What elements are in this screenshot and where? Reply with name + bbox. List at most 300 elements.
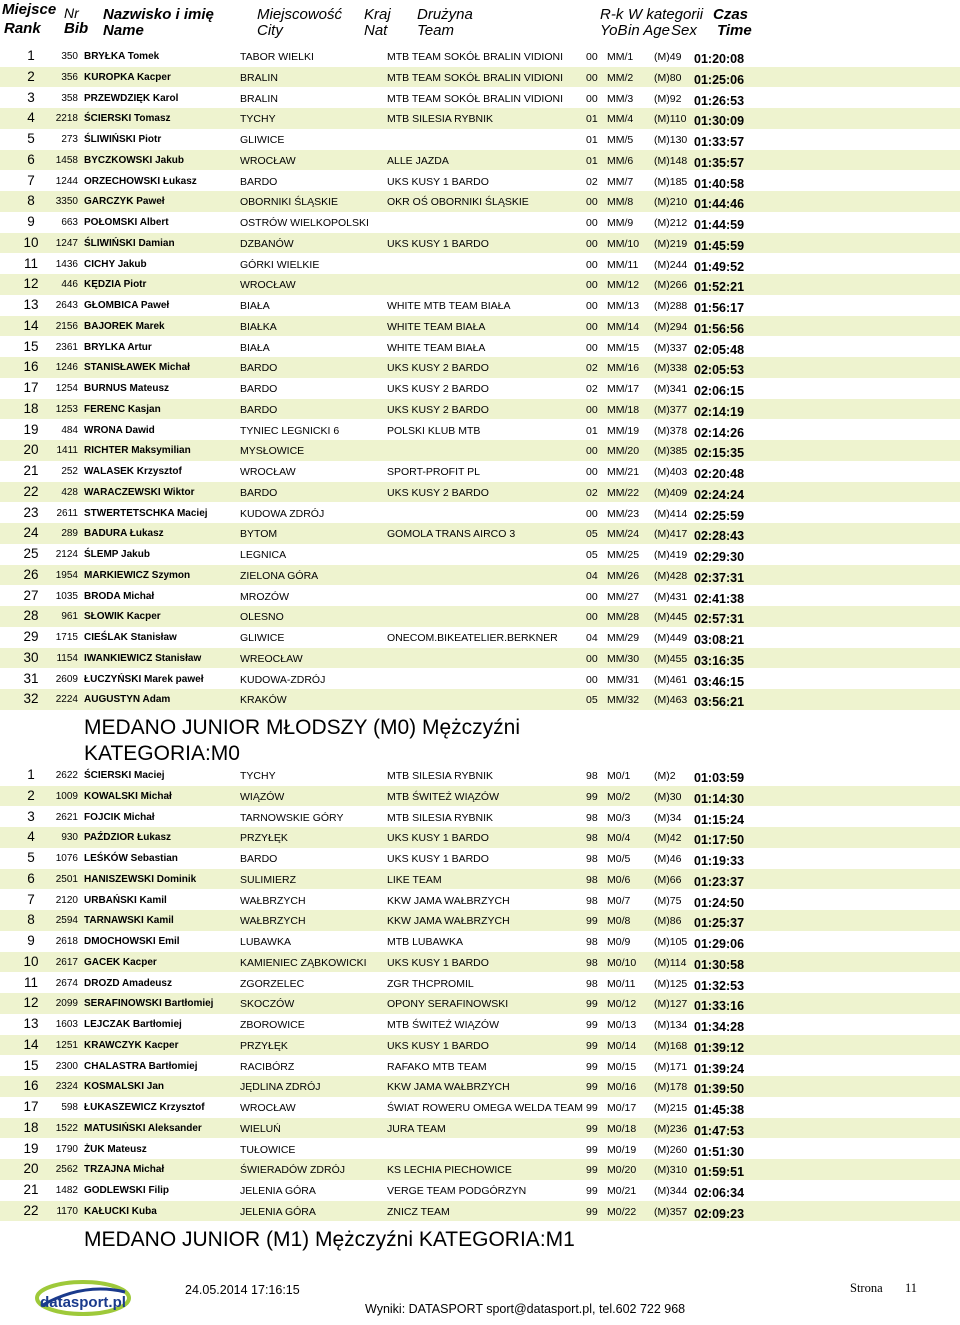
cell-cat: MM/12 [607, 279, 640, 292]
cell-rank: 15 [23, 1057, 39, 1073]
cell-city: RACIBÓRZ [240, 1060, 295, 1073]
cell-cat: M0/3 [607, 811, 631, 824]
cell-yob: 00 [586, 341, 598, 354]
cell-name: KOWALSKI Michał [84, 790, 172, 802]
cell-cat: M0/20 [607, 1164, 637, 1177]
cell-sex: (M)288 [654, 300, 688, 312]
cell-name: PAŹDZIOR Łukasz [84, 832, 172, 844]
table-row [0, 523, 960, 544]
header-city-en: City [257, 22, 283, 39]
cell-cat: M0/19 [607, 1143, 637, 1156]
cell-cat: MM/24 [607, 528, 640, 541]
cell-time: 01:47:53 [694, 1123, 745, 1138]
cell-city: TUŁOWICE [240, 1143, 296, 1156]
cell-name: KRAWCZYK Kacper [84, 1039, 179, 1051]
cell-time: 01:40:58 [694, 176, 745, 191]
cell-city: WROCŁAW [240, 279, 296, 292]
cell-time: 02:28:43 [694, 529, 745, 544]
cell-city: GLIWICE [240, 134, 285, 146]
cell-sex: (M)378 [654, 424, 688, 437]
cell-cat: M0/4 [607, 832, 631, 845]
table-row [0, 669, 960, 690]
cell-rank: 12 [23, 276, 39, 292]
cell-time: 02:06:34 [694, 1186, 745, 1200]
cell-name: WARACZEWSKI Wiktor [84, 486, 195, 498]
cell-rank: 6 [27, 151, 35, 167]
cell-city: ŚWIERADÓW ZDRÓJ [240, 1164, 345, 1177]
cell-cat: MM/16 [607, 362, 640, 375]
table-row [0, 46, 960, 67]
table-row [0, 254, 960, 275]
cell-time: 01:59:51 [694, 1165, 745, 1180]
cell-rank: 1 [27, 767, 35, 782]
cell-time: 01:14:30 [694, 791, 745, 806]
table-row [0, 88, 960, 109]
cell-city: GÓRKI WIELKIE [240, 258, 320, 271]
cell-time: 02:09:23 [694, 1206, 745, 1221]
cell-city: TABOR WIELKI [240, 51, 314, 63]
cell-rank: 15 [23, 338, 39, 354]
cell-sex: (M)337 [654, 341, 688, 354]
cell-city: KAMIENIEC ZĄBKOWICKI [240, 956, 367, 969]
cell-yob: 99 [586, 998, 598, 1011]
cell-rank: 18 [23, 400, 39, 416]
cell-bib: 1436 [55, 258, 78, 270]
cell-city: JELENIA GÓRA [240, 1185, 316, 1197]
cell-sex: (M)210 [654, 196, 688, 209]
cell-rank: 9 [27, 933, 35, 948]
cell-city: WIĄZÓW [240, 790, 285, 803]
cell-rank: 7 [27, 891, 35, 907]
table-row [0, 1180, 960, 1201]
cell-bib: 1482 [55, 1185, 78, 1196]
cell-name: ŚLIWIŃSKI Piotr [84, 134, 162, 145]
section-subtitle-m0: KATEGORIA:M0 [84, 742, 240, 765]
table-row [0, 440, 960, 461]
cell-cat: M0/13 [607, 1019, 637, 1031]
cell-rank: 20 [23, 1161, 39, 1177]
cell-team: GOMOLA TRANS AIRCO 3 [387, 528, 516, 541]
cell-time: 02:06:15 [694, 384, 745, 398]
cell-bib: 1715 [55, 632, 78, 643]
cell-yob: 00 [586, 300, 598, 312]
cell-team: OKR OŚ OBORNIKI ŚLĄSKIE [387, 196, 529, 209]
table-row [0, 931, 960, 952]
cell-time: 01:39:12 [694, 1040, 745, 1055]
cell-name: KAŁUCKI Kuba [84, 1205, 157, 1217]
cell-name: BRYLKA Artur [84, 341, 152, 353]
cell-sex: (M)338 [654, 362, 688, 375]
cell-yob: 99 [586, 1039, 598, 1052]
cell-time: 02:15:35 [694, 446, 745, 461]
cell-bib: 663 [61, 217, 78, 228]
cell-yob: 98 [586, 873, 598, 886]
cell-yob: 00 [586, 258, 598, 271]
cell-name: DMOCHOWSKI Emil [84, 936, 180, 947]
cell-time: 02:29:30 [694, 550, 745, 564]
table-row [0, 399, 960, 420]
cell-team: UKS KUSY 1 BARDO [387, 237, 489, 250]
cell-yob: 02 [586, 175, 598, 188]
cell-name: GODLEWSKI Filip [84, 1185, 169, 1196]
cell-name: BYCZKOWSKI Jakub [84, 154, 185, 166]
table-row [0, 503, 960, 524]
cell-bib: 2324 [55, 1081, 78, 1093]
cell-cat: MM/6 [607, 154, 634, 167]
cell-team: UKS KUSY 1 BARDO [387, 853, 489, 865]
cell-bib: 2674 [55, 977, 78, 989]
cell-time: 01:25:06 [694, 72, 745, 87]
cell-time: 01:26:53 [694, 93, 745, 108]
cell-yob: 99 [586, 1019, 598, 1031]
cell-rank: 17 [23, 1099, 39, 1114]
cell-time: 01:23:37 [694, 874, 745, 889]
cell-time: 01:30:58 [694, 957, 745, 972]
cell-yob: 05 [586, 694, 598, 707]
cell-name: POŁOMSKI Albert [84, 217, 169, 228]
cell-time: 01:30:09 [694, 114, 745, 129]
cell-yob: 99 [586, 1185, 598, 1197]
cell-yob: 00 [586, 196, 598, 209]
cell-rank: 13 [23, 297, 39, 312]
table-row [0, 565, 960, 586]
cell-city: WROCŁAW [240, 466, 296, 478]
cell-yob: 01 [586, 134, 598, 146]
cell-sex: (M)461 [654, 673, 688, 686]
cell-name: BRYŁKA Tomek [84, 51, 160, 62]
cell-cat: MM/7 [607, 175, 634, 188]
cell-sex: (M)455 [654, 652, 688, 665]
cell-sex: (M)445 [654, 611, 688, 624]
cell-sex: (M)463 [654, 694, 688, 707]
cell-team: OPONY SERAFINOWSKI [387, 998, 509, 1011]
cell-rank: 8 [27, 912, 35, 928]
cell-time: 02:24:24 [694, 487, 745, 502]
cell-time: 02:41:38 [694, 591, 745, 606]
header-bib-en: Bib [64, 20, 89, 37]
cell-yob: 04 [586, 632, 598, 644]
cell-rank: 29 [23, 629, 39, 644]
cell-sex: (M)105 [654, 936, 688, 948]
cell-cat: MM/14 [607, 320, 640, 333]
cell-team: KS LECHIA PIECHOWICE [387, 1164, 512, 1177]
cell-yob: 98 [586, 811, 598, 824]
cell-time: 01:25:37 [694, 916, 745, 931]
header-yob-pl: R-k [600, 6, 624, 23]
cell-name: FERENC Kasjan [84, 403, 161, 415]
cell-team: JURA TEAM [387, 1122, 446, 1135]
cell-city: MROZÓW [240, 590, 289, 603]
cell-team: UKS KUSY 2 BARDO [387, 383, 489, 395]
cell-name: ŁUCZYŃSKI Marek paweł [84, 673, 204, 685]
cell-time: 03:08:21 [694, 633, 745, 647]
table-row [0, 1056, 960, 1077]
cell-team: ONECOM.BIKEATELIER.BERKNER [387, 632, 558, 644]
cell-yob: 00 [586, 71, 598, 84]
cell-cat: M0/7 [607, 894, 631, 907]
cell-yob: 00 [586, 590, 598, 603]
cell-sex: (M)130 [654, 134, 688, 146]
cell-sex: (M)75 [654, 894, 682, 907]
table-row [0, 461, 960, 482]
cell-city: ZIELONA GÓRA [240, 569, 319, 582]
cell-sex: (M)86 [654, 915, 682, 928]
cell-name: BURNUS Mateusz [84, 383, 170, 394]
cell-time: 03:46:15 [694, 674, 745, 689]
header-city-pl: Miejscowość [257, 6, 343, 23]
cell-sex: (M)449 [654, 632, 688, 644]
cell-bib: 1035 [55, 590, 78, 602]
cell-time: 01:56:17 [694, 301, 745, 315]
cell-cat: M0/21 [607, 1185, 637, 1197]
datasport-logo [33, 1278, 133, 1320]
cell-city: WROCŁAW [240, 1102, 296, 1114]
cell-time: 01:15:24 [694, 812, 745, 827]
cell-name: BRODA Michał [84, 590, 155, 602]
print-timestamp: 24.05.2014 17:16:15 [185, 1283, 300, 1297]
cell-yob: 99 [586, 915, 598, 928]
table-row [0, 973, 960, 994]
cell-cat: MM/23 [607, 507, 640, 520]
header-cat-pl: W kategorii [628, 6, 704, 23]
cell-time: 01:49:52 [694, 259, 745, 274]
cell-city: TARNOWSKIE GÓRY [240, 811, 344, 824]
cell-name: STANISŁAWEK Michał [84, 362, 190, 374]
cell-rank: 7 [27, 172, 35, 188]
cell-bib: 930 [61, 832, 78, 844]
table-row [0, 627, 960, 648]
header-team-pl: Drużyna [417, 6, 473, 23]
table-row [0, 1139, 960, 1160]
cell-yob: 02 [586, 362, 598, 375]
cell-city: OLESNO [240, 611, 284, 624]
table-row [0, 1014, 960, 1035]
cell-rank: 22 [23, 483, 39, 499]
cell-time: 01:32:53 [694, 978, 745, 993]
header-name-pl: Nazwisko i imię [103, 6, 214, 23]
page-label: Strona [850, 1281, 883, 1295]
cell-sex: (M)409 [654, 486, 688, 499]
cell-sex: (M)428 [654, 569, 688, 582]
cell-sex: (M)34 [654, 811, 682, 824]
cell-name: KUROPKA Kacper [84, 71, 171, 83]
cell-bib: 1253 [55, 403, 78, 415]
cell-city: ZBOROWICE [240, 1019, 305, 1031]
cell-yob: 99 [586, 1205, 598, 1218]
table-row [0, 1201, 960, 1222]
table-row [0, 544, 960, 565]
cell-rank: 10 [23, 234, 39, 250]
cell-yob: 98 [586, 770, 598, 782]
header-rank-pl: Miejsce [2, 1, 57, 18]
cell-cat: MM/22 [607, 486, 640, 499]
cell-bib: 2124 [55, 549, 78, 560]
cell-cat: MM/17 [607, 383, 640, 395]
cell-bib: 2361 [55, 341, 78, 353]
cell-team: KKW JAMA WAŁBRZYCH [387, 1081, 510, 1094]
cell-cat: M0/5 [607, 853, 631, 865]
cell-yob: 98 [586, 894, 598, 907]
cell-yob: 00 [586, 445, 598, 458]
cell-team: MTB LUBAWKA [387, 936, 464, 948]
cell-yob: 99 [586, 1081, 598, 1094]
cell-name: ŁUKASZEWICZ Krzysztof [84, 1102, 205, 1113]
cell-cat: MM/29 [607, 632, 640, 644]
cell-time: 01:19:33 [694, 854, 745, 868]
cell-cat: M0/11 [607, 977, 636, 990]
cell-cat: M0/8 [607, 915, 631, 928]
cell-city: DZBANÓW [240, 237, 294, 250]
cell-sex: (M)168 [654, 1039, 688, 1052]
cell-rank: 16 [23, 1078, 39, 1094]
page-number: 11 [905, 1281, 918, 1295]
cell-name: CIEŚLAK Stanisław [84, 632, 177, 643]
cell-bib: 2156 [55, 320, 78, 332]
cell-sex: (M)215 [654, 1102, 688, 1114]
cell-bib: 350 [61, 51, 78, 62]
table-row [0, 890, 960, 911]
results-header [0, 0, 960, 44]
cell-city: OSTRÓW WIELKOPOLSKI [240, 217, 369, 229]
cell-rank: 4 [27, 110, 35, 126]
cell-name: FOJCIK Michał [84, 811, 155, 823]
cell-yob: 00 [586, 320, 598, 333]
cell-time: 01:34:28 [694, 1020, 745, 1034]
cell-name: GACEK Kacper [84, 956, 157, 968]
cell-yob: 99 [586, 1122, 598, 1135]
cell-cat: M0/2 [607, 790, 631, 803]
cell-team: ZGR THCPROMIL [387, 977, 474, 990]
table-row [0, 337, 960, 358]
cell-sex: (M)266 [654, 279, 688, 292]
table-row [0, 1159, 960, 1180]
cell-bib: 961 [61, 611, 78, 623]
cell-name: BAJOREK Marek [84, 320, 165, 332]
cell-rank: 16 [23, 359, 39, 375]
cell-yob: 99 [586, 790, 598, 803]
cell-time: 01:35:57 [694, 155, 745, 170]
cell-team: WHITE TEAM BIAŁA [387, 341, 486, 354]
cell-team: MTB SILESIA RYBNIK [387, 113, 494, 126]
cell-rank: 26 [23, 566, 39, 582]
header-time-pl: Czas [713, 6, 749, 23]
cell-rank: 28 [23, 608, 39, 624]
cell-rank: 11 [23, 974, 38, 990]
cell-sex: (M)185 [654, 175, 688, 188]
cell-bib: 1154 [56, 652, 78, 664]
cell-city: GLIWICE [240, 632, 285, 644]
cell-cat: M0/10 [607, 956, 637, 969]
cell-bib: 1254 [55, 383, 78, 394]
cell-sex: (M)219 [654, 237, 688, 250]
cell-name: ORZECHOWSKI Łukasz [84, 175, 197, 187]
cell-yob: 00 [586, 279, 598, 292]
cell-cat: MM/32 [607, 694, 640, 707]
cell-bib: 484 [61, 424, 78, 436]
logo-text: datasport.pl [40, 1294, 126, 1311]
cell-rank: 18 [23, 1119, 39, 1135]
cell-cat: MM/25 [607, 549, 640, 561]
cell-cat: M0/6 [607, 873, 631, 886]
header-nat-en: Nat [364, 22, 388, 39]
cell-cat: MM/11 [607, 258, 639, 271]
cell-name: MARKIEWICZ Szymon [84, 569, 191, 581]
cell-name: GARCZYK Paweł [84, 196, 165, 208]
cell-bib: 2594 [55, 915, 78, 927]
cell-sex: (M)148 [654, 154, 688, 167]
header-yob-en: YoB [600, 22, 628, 39]
cell-bib: 1790 [55, 1143, 78, 1155]
cell-sex: (M)344 [654, 1185, 688, 1197]
cell-sex: (M)114 [654, 956, 687, 969]
cell-city: KUDOWA-ZDRÓJ [240, 673, 326, 686]
cell-cat: MM/20 [607, 445, 640, 458]
cell-sex: (M)49 [654, 51, 682, 63]
cell-cat: MM/21 [607, 466, 640, 478]
cell-bib: 252 [61, 466, 78, 477]
table-row [0, 420, 960, 441]
cell-cat: MM/26 [607, 569, 640, 582]
table-row [0, 67, 960, 88]
cell-city: PRZYŁĘK [240, 832, 288, 845]
cell-name: STWERTETSCHKA Maciej [84, 507, 208, 519]
cell-rank: 20 [23, 442, 39, 458]
cell-bib: 1458 [55, 154, 78, 166]
table-row [0, 689, 960, 710]
cell-name: DROZD Amadeusz [84, 977, 172, 989]
cell-name: ŚLIWIŃSKI Damian [84, 237, 175, 249]
cell-sex: (M)294 [654, 320, 688, 333]
cell-sex: (M)417 [654, 528, 688, 541]
cell-bib: 1603 [55, 1019, 78, 1030]
cell-team: UKS KUSY 1 BARDO [387, 832, 489, 845]
cell-rank: 3 [27, 89, 35, 105]
header-rank-en: Rank [4, 20, 41, 37]
cell-cat: M0/1 [607, 770, 631, 782]
cell-name: KOSMALSKI Jan [84, 1081, 165, 1093]
footer-credits: Wyniki: DATASPORT sport@datasport.pl, tel.602 722 968 [365, 1302, 686, 1316]
cell-name: TRZAJNA Michał [84, 1164, 165, 1176]
cell-rank: 12 [23, 995, 39, 1011]
cell-city: SKOCZÓW [240, 998, 295, 1011]
table-row [0, 586, 960, 607]
header-time-en: Time [717, 22, 752, 39]
cell-rank: 24 [23, 525, 39, 541]
cell-rank: 11 [23, 255, 38, 271]
cell-time: 01:29:06 [694, 937, 745, 951]
cell-sex: (M)419 [654, 549, 688, 561]
cell-rank: 9 [27, 214, 35, 229]
table-row [0, 765, 960, 786]
cell-time: 02:25:59 [694, 508, 745, 523]
header-team-en: Team [417, 22, 454, 39]
table-row [0, 233, 960, 254]
cell-yob: 98 [586, 977, 598, 990]
cell-yob: 00 [586, 652, 598, 665]
cell-name: TARNAWSKI Kamil [84, 915, 174, 927]
cell-cat: MM/4 [607, 113, 634, 126]
cell-name: LEJCZAK Bartłomiej [84, 1019, 182, 1030]
cell-sex: (M)125 [654, 977, 688, 990]
cell-cat: MM/9 [607, 217, 634, 229]
cell-city: WAŁBRZYCH [240, 915, 306, 928]
cell-time: 01:44:59 [694, 218, 745, 232]
cell-name: BADURA Łukasz [84, 528, 164, 540]
cell-bib: 358 [61, 92, 78, 104]
cell-bib: 2224 [55, 694, 78, 706]
table-row [0, 482, 960, 503]
header-sex-en: Sex [671, 22, 697, 39]
